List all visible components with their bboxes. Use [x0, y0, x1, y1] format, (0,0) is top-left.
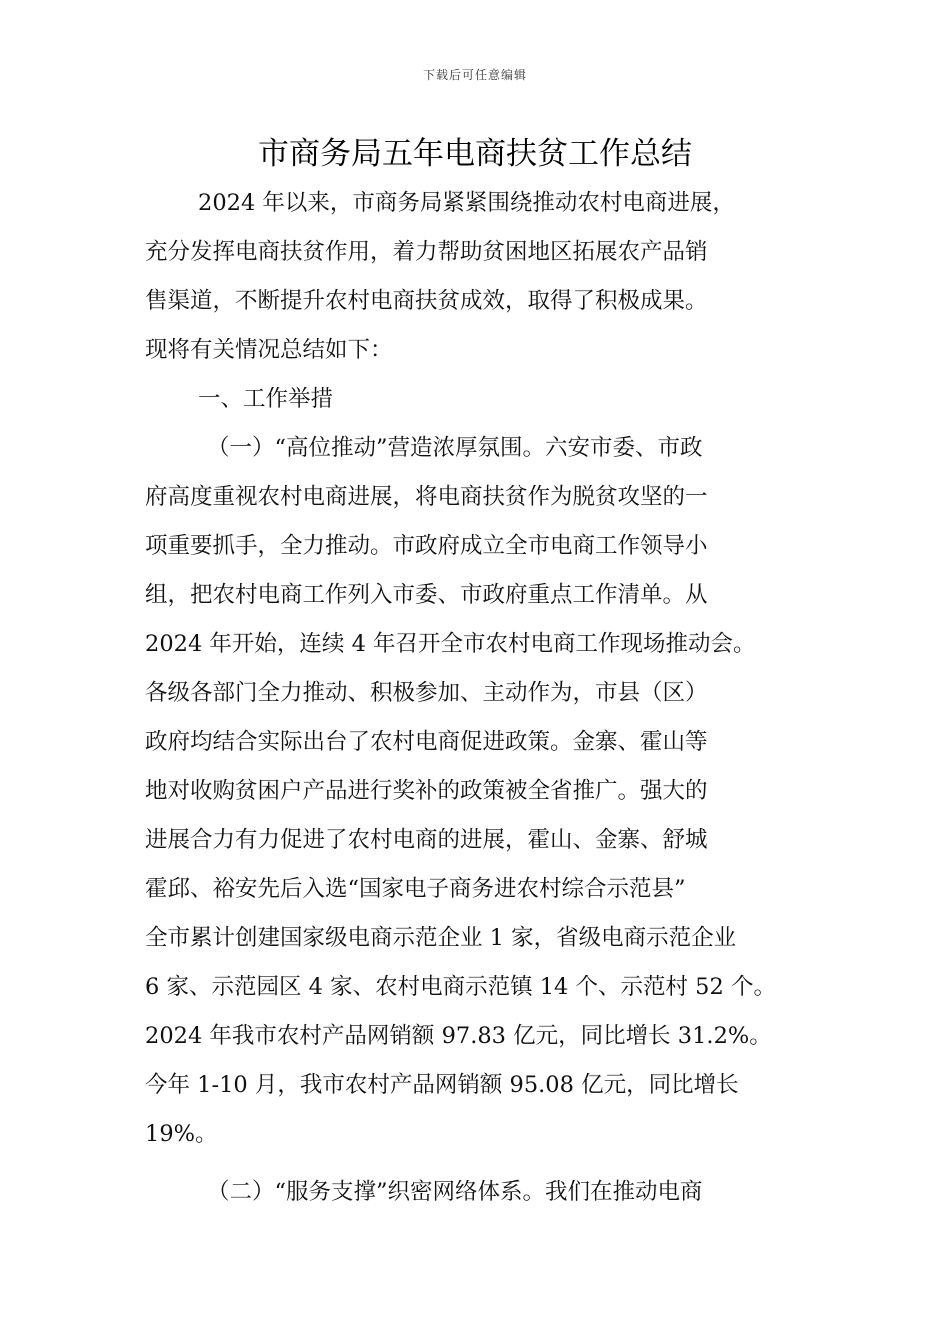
body-line: 霍邱、裕安先后入选“国家电子商务进农村综合示范县”	[145, 876, 686, 902]
paragraph-gap	[145, 1159, 810, 1168]
body-line: 2024 年我市农村产品网销额 97.83 亿元，同比增长 31.2%。	[145, 1023, 772, 1049]
subsection-heading-line: （二）“服务支撑”织密网络体系。我们在推动电商	[207, 1179, 703, 1205]
body-line: 售渠道，不断提升农村电商扶贫成效，取得了积极成果。	[145, 288, 708, 314]
body-line: 地对收购贫困户产品进行奖补的政策被全省推广。强大的	[145, 778, 708, 804]
body-line: 府高度重视农村电商进展，将电商扶贫作为脱贫攻坚的一	[145, 484, 708, 510]
body-line: 政府均结合实际出台了农村电商促进政策。金寨、霍山等	[145, 729, 708, 755]
body-line: 组，把农村电商工作列入市委、市政府重点工作清单。从	[145, 582, 708, 608]
body-line: 6 家、示范园区 4 家、农村电商示范镇 14 个、示范村 52 个。	[145, 974, 776, 1000]
document-body	[145, 179, 810, 1217]
subsection-heading-line: （一）“高位推动”营造浓厚氛围。六安市委、市政	[207, 435, 703, 461]
body-line: 2024 年开始，连续 4 年召开全市农村电商工作现场推动会。	[145, 631, 756, 657]
document-title: 市商务局五年电商扶贫工作总结	[258, 136, 692, 172]
body-line: 今年 1-10 月，我市农村产品网销额 95.08 亿元，同比增长	[145, 1072, 739, 1098]
body-line: 项重要抓手，全力推动。市政府成立全市电商工作领导小	[145, 533, 708, 559]
body-line: 进展合力有力促进了农村电商的进展，霍山、金寨、舒城	[145, 827, 708, 853]
header-note: 下载后可任意编辑	[422, 68, 527, 82]
body-line: 充分发挥电商扶贫作用，着力帮助贫困地区拓展农产品销	[145, 239, 708, 265]
section-heading: 一、工作举措	[198, 386, 334, 412]
body-line: 19%。	[145, 1121, 218, 1147]
body-line: 现将有关情况总结如下：	[145, 337, 393, 363]
body-line: 全市累计创建国家级电商示范企业 1 家，省级电商示范企业	[145, 925, 737, 951]
body-line: 2024 年以来，市商务局紧紧围绕推动农村电商进展，	[198, 190, 735, 216]
body-line: 各级各部门全力推动、积极参加、主动作为，市县（区）	[145, 680, 708, 706]
